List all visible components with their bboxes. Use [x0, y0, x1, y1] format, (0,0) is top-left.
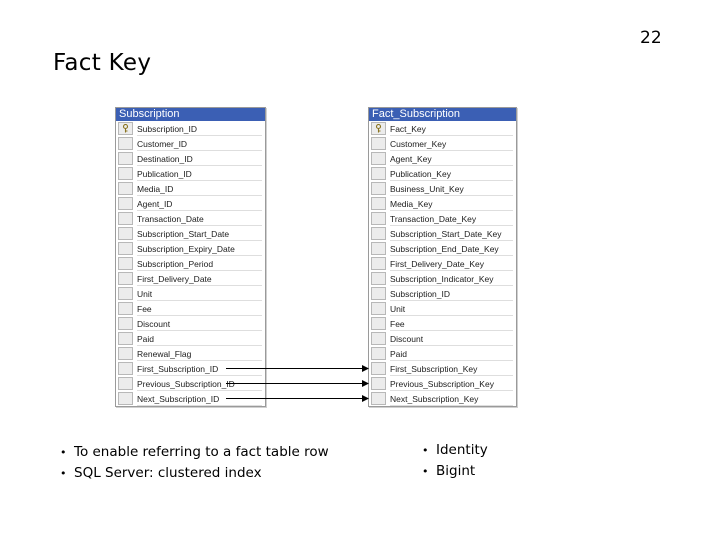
fact-subscription-table-column-name: Discount [390, 333, 424, 344]
row-selector[interactable] [371, 167, 386, 180]
fact-subscription-table-row[interactable] [369, 301, 516, 316]
fact-subscription-table-row[interactable] [369, 196, 516, 211]
subscription-table-column-name: First_Subscription_ID [137, 363, 219, 374]
bullet-item: • Bigint [422, 461, 488, 482]
subscription-table-row[interactable] [116, 346, 265, 361]
row-selector[interactable] [371, 152, 386, 165]
fact-subscription-table-row[interactable] [369, 136, 516, 151]
row-selector[interactable] [371, 197, 386, 210]
fact-subscription-table-row[interactable] [369, 256, 516, 271]
subscription-table[interactable] [115, 107, 266, 407]
subscription-table-column-name: Previous_Subscription_ID [137, 378, 235, 389]
subscription-table-row[interactable] [116, 271, 265, 286]
row-selector[interactable] [118, 347, 133, 360]
fact-subscription-table-column-name: Agent_Key [390, 153, 432, 164]
fact-subscription-table-column-name: Media_Key [390, 198, 433, 209]
row-selector[interactable] [371, 347, 386, 360]
fact-subscription-table-column-name: Paid [390, 348, 408, 359]
slide-title: Fact Key [53, 50, 152, 76]
bullet-list-right [422, 440, 488, 482]
row-divider [390, 405, 513, 406]
key-icon[interactable] [371, 122, 386, 135]
subscription-table-row[interactable] [116, 121, 265, 136]
subscription-table-column-name: Discount [137, 318, 171, 329]
row-selector[interactable] [118, 392, 133, 405]
page-number: 22 [640, 28, 662, 48]
row-selector[interactable] [118, 227, 133, 240]
subscription-table-header: Subscription [116, 108, 265, 121]
row-selector[interactable] [118, 362, 133, 375]
subscription-table-rows [116, 121, 265, 406]
row-selector[interactable] [371, 137, 386, 150]
subscription-table-row[interactable] [116, 241, 265, 256]
row-selector[interactable] [118, 167, 133, 180]
subscription-table-row[interactable] [116, 316, 265, 331]
subscription-table-row[interactable] [116, 286, 265, 301]
subscription-table-row[interactable] [116, 256, 265, 271]
subscription-table-column-name: First_Delivery_Date [137, 273, 212, 284]
fact-subscription-table[interactable] [368, 107, 517, 407]
row-selector[interactable] [371, 182, 386, 195]
row-selector[interactable] [371, 242, 386, 255]
fact-subscription-table-row[interactable] [369, 391, 516, 406]
row-selector[interactable] [118, 242, 133, 255]
row-selector[interactable] [118, 302, 133, 315]
row-selector[interactable] [118, 317, 133, 330]
row-selector[interactable] [118, 332, 133, 345]
fact-subscription-table-column-name: Next_Subscription_Key [390, 393, 479, 404]
subscription-table-column-name: Renewal_Flag [137, 348, 192, 359]
fact-subscription-table-row[interactable] [369, 166, 516, 181]
subscription-table-row[interactable] [116, 136, 265, 151]
fact-subscription-table-rows [369, 121, 516, 406]
row-selector[interactable] [118, 152, 133, 165]
row-selector[interactable] [118, 272, 133, 285]
row-selector[interactable] [371, 272, 386, 285]
subscription-table-row[interactable] [116, 151, 265, 166]
subscription-table-column-name: Destination_ID [137, 153, 193, 164]
fact-subscription-table-header: Fact_Subscription [369, 108, 516, 121]
fact-subscription-table-column-name: Business_Unit_Key [390, 183, 464, 194]
row-selector[interactable] [371, 227, 386, 240]
fact-subscription-table-row[interactable] [369, 121, 516, 136]
bullet-list-left [60, 442, 329, 484]
fact-subscription-table-row[interactable] [369, 331, 516, 346]
fact-subscription-table-row[interactable] [369, 376, 516, 391]
row-selector[interactable] [118, 377, 133, 390]
fact-subscription-table-column-name: Transaction_Date_Key [390, 213, 477, 224]
fact-subscription-table-column-name: Customer_Key [390, 138, 447, 149]
bullet-item: • To enable referring to a fact table row [60, 442, 329, 463]
subscription-table-column-name: Publication_ID [137, 168, 192, 179]
subscription-table-column-name: Subscription_Start_Date [137, 228, 230, 239]
subscription-table-row[interactable] [116, 211, 265, 226]
row-selector[interactable] [118, 197, 133, 210]
fact-subscription-table-column-name: Fact_Key [390, 123, 426, 134]
fact-subscription-table-column-name: Subscription_ID [390, 288, 451, 299]
fact-subscription-table-column-name: First_Delivery_Date_Key [390, 258, 485, 269]
subscription-table-column-name: Customer_ID [137, 138, 188, 149]
fact-subscription-table-column-name: First_Subscription_Key [390, 363, 478, 374]
row-selector[interactable] [118, 257, 133, 270]
subscription-table-column-name: Transaction_Date [137, 213, 204, 224]
row-selector[interactable] [371, 332, 386, 345]
row-selector[interactable] [371, 317, 386, 330]
fact-subscription-table-row[interactable] [369, 346, 516, 361]
subscription-table-column-name: Fee [137, 303, 152, 314]
fact-subscription-table-row[interactable] [369, 361, 516, 376]
subscription-table-row[interactable] [116, 301, 265, 316]
key-icon[interactable] [118, 122, 133, 135]
fact-subscription-table-row[interactable] [369, 151, 516, 166]
row-selector[interactable] [118, 212, 133, 225]
subscription-table-column-name: Media_ID [137, 183, 174, 194]
fact-subscription-table-row[interactable] [369, 226, 516, 241]
subscription-table-column-name: Unit [137, 288, 153, 299]
row-selector[interactable] [371, 392, 386, 405]
fact-subscription-table-column-name: Previous_Subscription_Key [390, 378, 494, 389]
subscription-table-row[interactable] [116, 226, 265, 241]
row-selector[interactable] [371, 257, 386, 270]
bullet-item: • SQL Server: clustered index [60, 463, 329, 484]
fact-subscription-table-column-name: Fee [390, 318, 405, 329]
fact-subscription-table-column-name: Publication_Key [390, 168, 451, 179]
row-selector[interactable] [371, 212, 386, 225]
row-selector[interactable] [118, 137, 133, 150]
fact-subscription-table-column-name: Unit [390, 303, 406, 314]
row-selector[interactable] [118, 182, 133, 195]
subscription-table-column-name: Subscription_Period [137, 258, 214, 269]
fact-subscription-table-row[interactable] [369, 241, 516, 256]
fact-subscription-table-row[interactable] [369, 181, 516, 196]
bullet-item: • Identity [422, 440, 488, 461]
row-selector[interactable] [371, 377, 386, 390]
subscription-table-column-name: Next_Subscription_ID [137, 393, 220, 404]
subscription-table-column-name: Paid [137, 333, 155, 344]
fact-subscription-table-column-name: Subscription_End_Date_Key [390, 243, 499, 254]
subscription-table-row[interactable] [116, 196, 265, 211]
row-selector[interactable] [118, 287, 133, 300]
subscription-table-row[interactable] [116, 331, 265, 346]
subscription-table-row[interactable] [116, 376, 265, 391]
fact-subscription-table-row[interactable] [369, 316, 516, 331]
subscription-table-row[interactable] [116, 361, 265, 376]
fact-subscription-table-column-name: Subscription_Start_Date_Key [390, 228, 502, 239]
row-divider [137, 405, 262, 406]
fact-subscription-table-row[interactable] [369, 211, 516, 226]
subscription-table-row[interactable] [116, 181, 265, 196]
subscription-table-row[interactable] [116, 391, 265, 406]
subscription-table-column-name: Subscription_ID [137, 123, 198, 134]
subscription-table-row[interactable] [116, 166, 265, 181]
subscription-table-column-name: Agent_ID [137, 198, 173, 209]
fact-subscription-table-row[interactable] [369, 271, 516, 286]
row-selector[interactable] [371, 287, 386, 300]
fact-subscription-table-column-name: Subscription_Indicator_Key [390, 273, 494, 284]
row-selector[interactable] [371, 362, 386, 375]
row-selector[interactable] [371, 302, 386, 315]
fact-subscription-table-row[interactable] [369, 286, 516, 301]
subscription-table-column-name: Subscription_Expiry_Date [137, 243, 235, 254]
